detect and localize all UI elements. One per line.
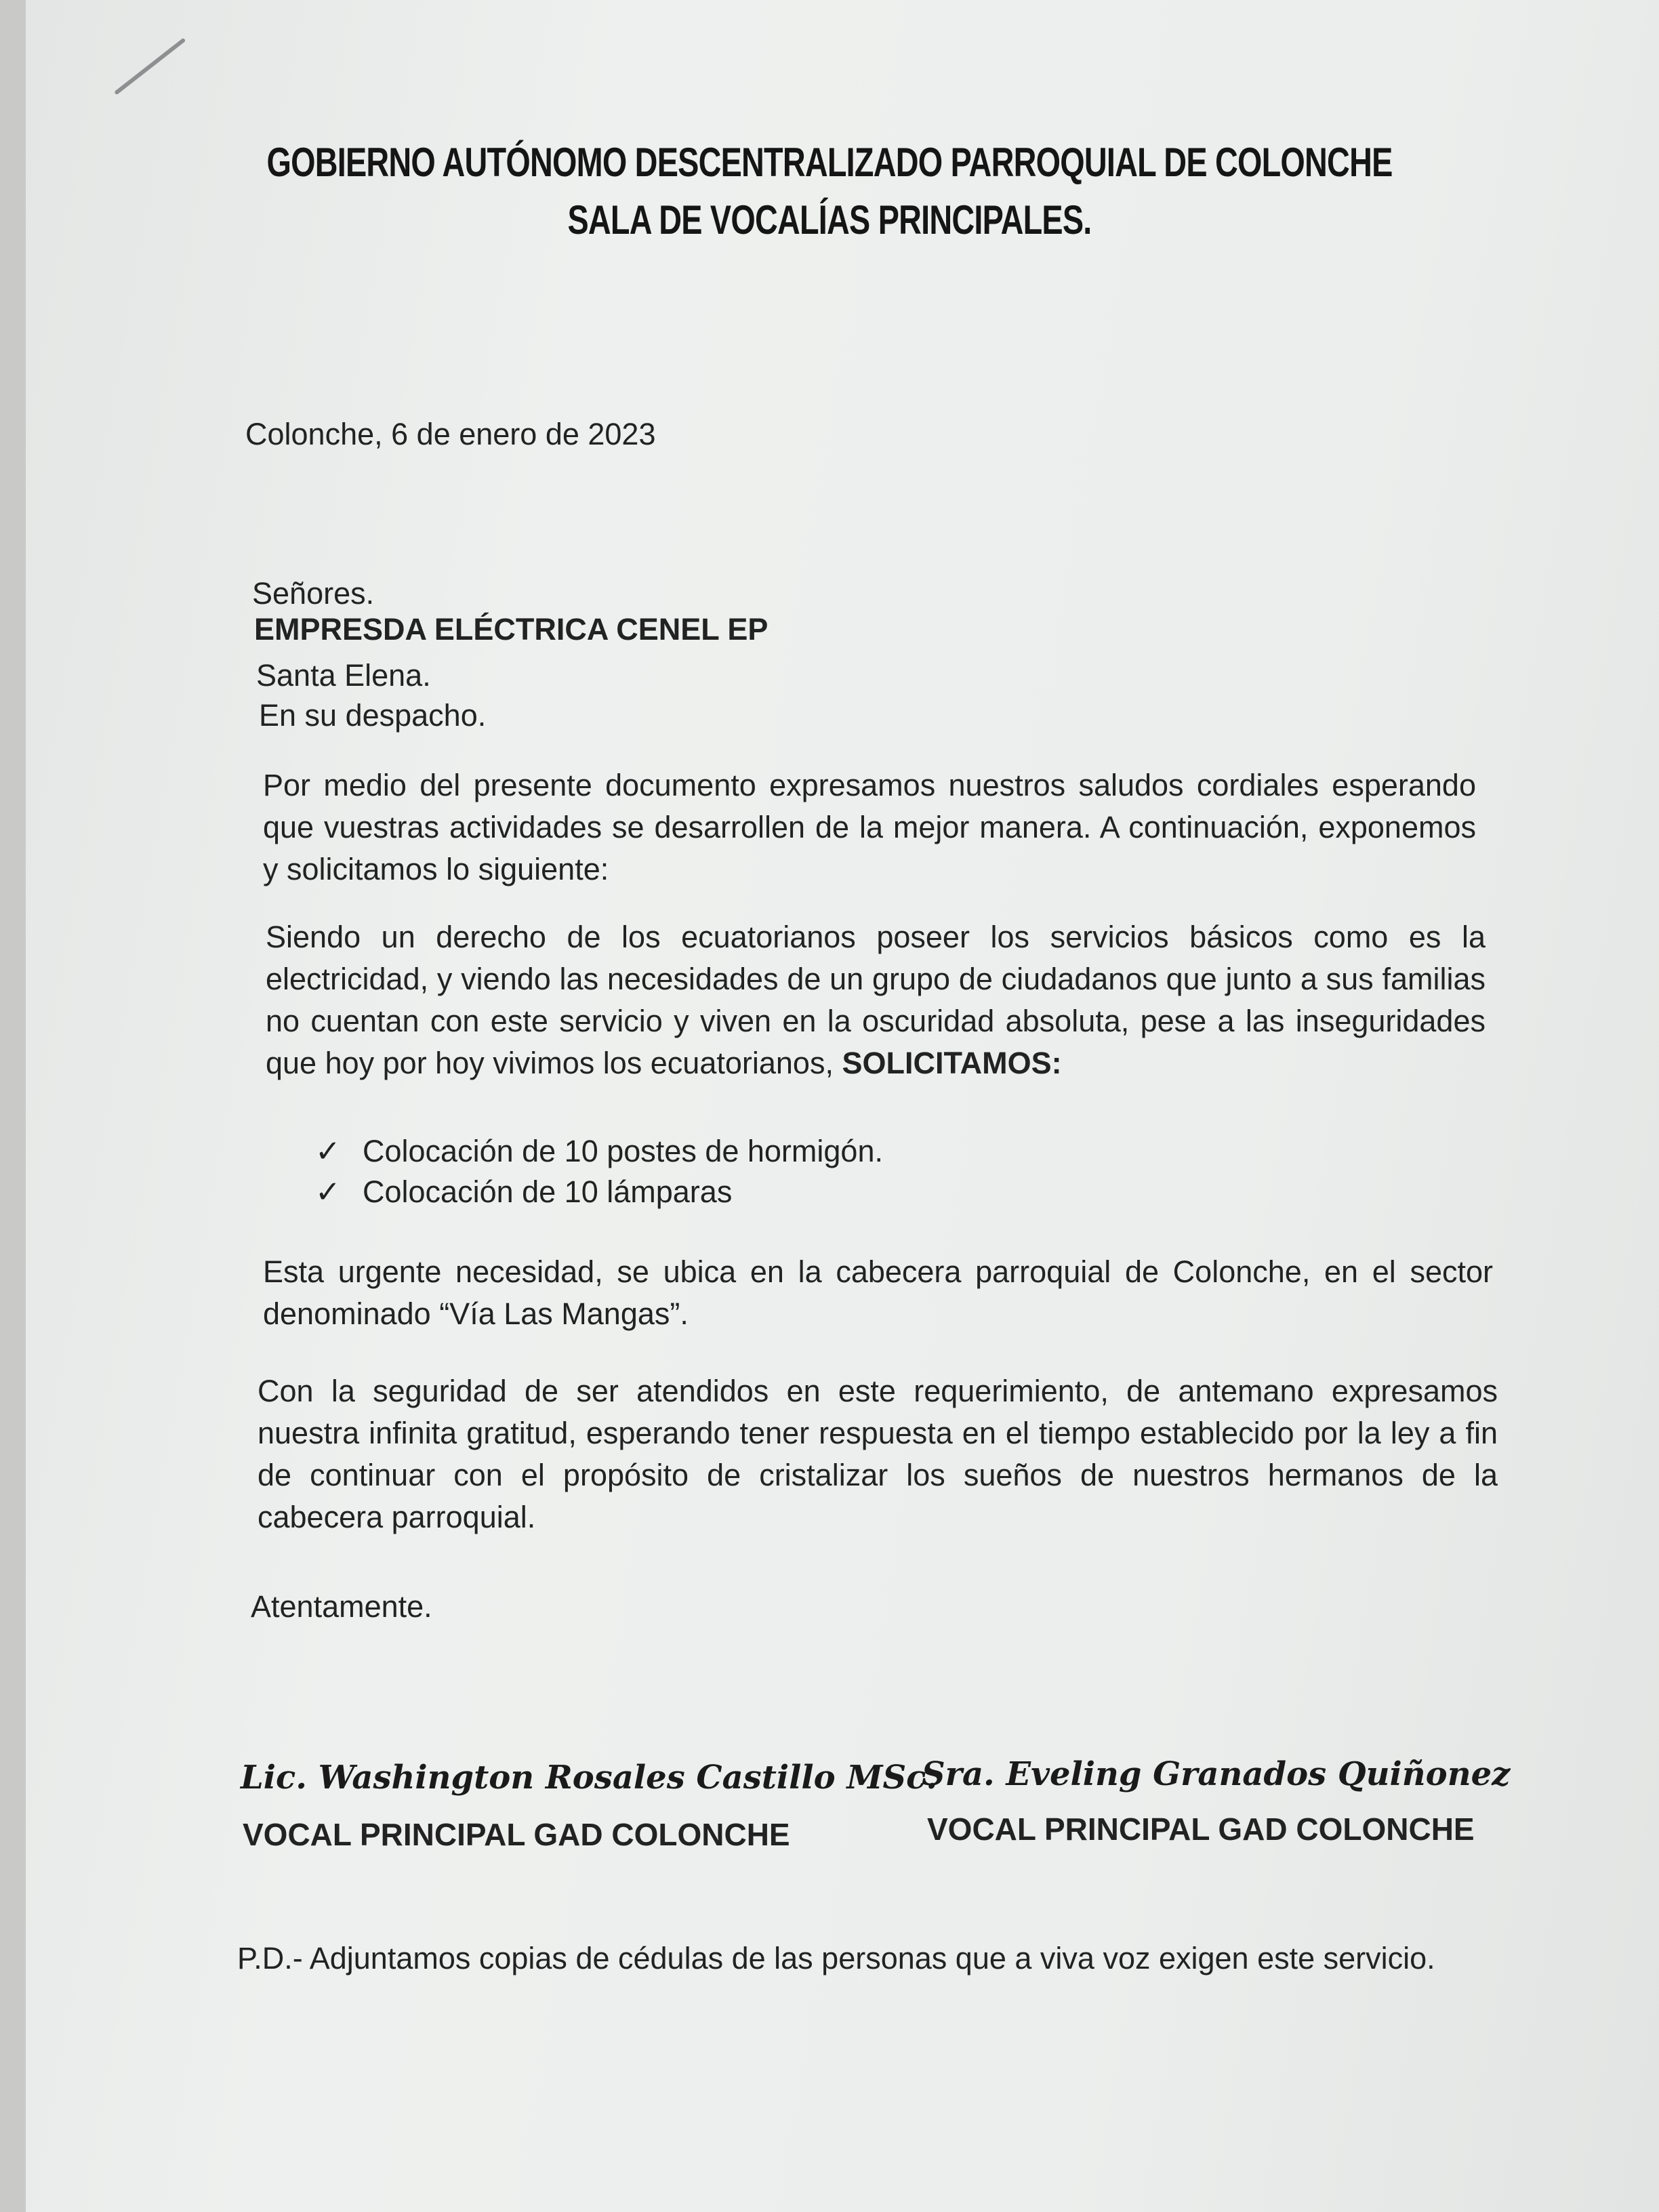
check-icon: ✓ <box>315 1134 341 1168</box>
list-item-text: Colocación de 10 lámparas <box>363 1174 733 1209</box>
recipient-company: EMPRESDA ELÉCTRICA CENEL EP <box>254 612 769 647</box>
signature-name-1: Lic. Washington Rosales Castillo MSc. <box>241 1759 938 1797</box>
signature-name-2: Sra. Eveling Granados Quiñonez <box>922 1755 1511 1793</box>
header-institution: GOBIERNO AUTÓNOMO DESCENTRALIZADO PARROQUIAL DE COLONCHE <box>266 140 1393 185</box>
signature-title-1: VOCAL PRINCIPAL GAD COLONCHE <box>243 1817 790 1852</box>
recipient-salutation: Señores. <box>252 576 375 611</box>
postscript: P.D.- Adjuntamos copias de cédulas de las personas que a viva voz exigen este servicio. <box>237 1941 1435 1975</box>
header-department: SALA DE VOCALÍAS PRINCIPALES. <box>567 197 1092 243</box>
request-keyword: SOLICITAMOS: <box>842 1046 1062 1080</box>
paragraph-request <box>266 916 1486 1084</box>
signature-title-2: VOCAL PRINCIPAL GAD COLONCHE <box>927 1811 1475 1847</box>
paragraph-location: Esta urgente necesidad, se ubica en la cabecera parroquial de Colonche, en el sector denominado “Vía Las Mangas”. <box>263 1254 1493 1331</box>
paragraph-gratitude: Con la seguridad de ser atendidos en este requerimiento, de antemano expresamos nuestra infinita gratitud, esperando tener respuesta en el tiempo establecido por la ley a fin de continuar con el propósito de cristalizar los sueños de nuestros hermanos de la cabecera parroquial. <box>258 1374 1498 1534</box>
letter-page <box>26 0 1659 2212</box>
letter-date: Colonche, 6 de enero de 2023 <box>245 417 656 451</box>
list-item-text: Colocación de 10 postes de hormigón. <box>363 1134 883 1168</box>
request-list-item <box>315 1171 732 1213</box>
recipient-closing: En su despacho. <box>259 698 487 733</box>
request-list-item <box>315 1130 883 1172</box>
recipient-city: Santa Elena. <box>256 658 431 693</box>
check-icon: ✓ <box>315 1174 341 1209</box>
farewell: Atentamente. <box>251 1589 432 1624</box>
request-text: Siendo un derecho de los ecuatorianos poseer los servicios básicos como es la electricidad, y viendo las necesidades de un grupo de ciudadanos que junto a sus familias no cuentan con este servicio y viven en la oscuridad absoluta, pese a las inseguridades que hoy por hoy vivimos los ecuatorianos, <box>266 920 1486 1080</box>
paragraph-greeting: Por medio del presente documento expresamos nuestros saludos cordiales esperando que vuestras actividades se desarrollen de la mejor manera. A continuación, exponemos y solicitamos lo siguiente: <box>263 768 1476 886</box>
